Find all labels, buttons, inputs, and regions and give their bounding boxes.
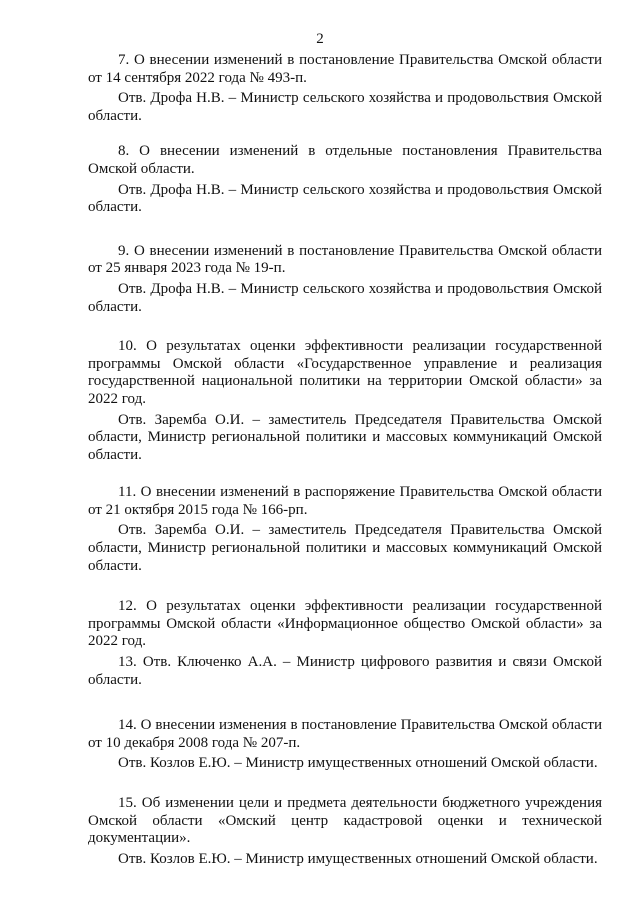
agenda-item-15 — [88, 795, 602, 868]
agenda-item-text: 14. О внесении изменения в постановление Правительства Омской области от 10 декабря 2008 года № 207-п. — [88, 717, 602, 751]
agenda-item-responsible: Отв. Дрофа Н.В. – Министр сельского хозяйства и продовольствия Омской области. — [88, 181, 602, 216]
agenda-item-8 — [88, 143, 602, 216]
agenda-item-responsible: Отв. Заремба О.И. – заместитель Председателя Правительства Омской области, Министр региональной политики и массовых коммуникаций Омской области. — [88, 411, 602, 463]
agenda-item-text: 12. О результатах оценки эффективности реализации государственной программы Омской области «Информационное общество Омской области» за 2022 год. — [88, 598, 602, 650]
agenda-item-responsible: Отв. Дрофа Н.В. – Министр сельского хозяйства и продовольствия Омской области. — [88, 280, 602, 315]
agenda-list — [88, 52, 602, 868]
agenda-item-responsible: Отв. Козлов Е.Ю. – Министр имущественных отношений Омской области. — [118, 850, 598, 867]
agenda-item-9 — [88, 243, 602, 316]
agenda-item-10 — [88, 338, 602, 464]
agenda-item-responsible: Отв. Дрофа Н.В. – Министр сельского хозяйства и продовольствия Омской области. — [88, 90, 602, 124]
agenda-item-text: 7. О внесении изменений в постановление Правительства Омской области от 14 сентября 2022 года № 493-п. — [88, 52, 602, 86]
agenda-item-responsible: Отв. Заремба О.И. – заместитель Председателя Правительства Омской области, Министр региональной политики и массовых коммуникаций Омской области. — [88, 522, 602, 574]
agenda-item-text: 11. О внесении изменений в распоряжение Правительства Омской области от 21 октября 2015 года № 166-рп. — [88, 484, 602, 518]
agenda-item-responsible: 13. Отв. Ключенко А.А. – Министр цифрового развития и связи Омской области. — [88, 654, 602, 688]
agenda-item-7 — [88, 52, 602, 125]
agenda-item-11 — [88, 484, 602, 575]
agenda-item-text: 9. О внесении изменений в постановление Правительства Омской области от 25 января 2023 года № 19-п. — [88, 242, 602, 277]
agenda-item-text: 15. Об изменении цели и предмета деятельности бюджетного учреждения Омской области «Омский центр кадастровой оценки и технической документации». — [88, 795, 602, 847]
agenda-item-text: 10. О результатах оценки эффективности реализации государственной программы Омской области «Государственное управление и реализация государственной национальной политики на территории Омской области» за 2022 год. — [88, 338, 602, 407]
agenda-item-responsible: Отв. Козлов Е.Ю. – Министр имущественных отношений Омской области. — [118, 755, 598, 772]
page-number: 2 — [316, 31, 324, 47]
agenda-item-12-13 — [88, 598, 602, 689]
agenda-item-14 — [88, 717, 602, 773]
agenda-item-text: 8. О внесении изменений в отдельные постановления Правительства Омской области. — [88, 143, 602, 177]
